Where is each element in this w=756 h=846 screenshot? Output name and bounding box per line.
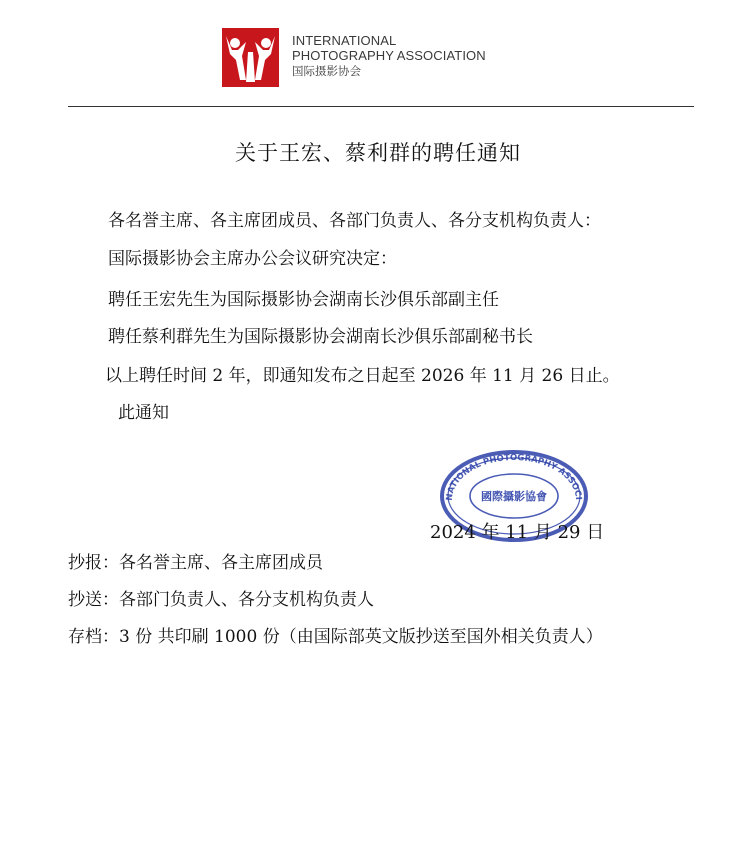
association-logo [222,28,279,87]
issue-date: 2024 年 11 月 29 日 [430,522,605,543]
term-of-appointment: 以上聘任时间 2 年，即通知发布之日起至 2026 年 11 月 26 日止。 [105,366,620,386]
logo-english-line-2: PHOTOGRAPHY ASSOCIATION [292,48,486,63]
copy-to-line: 抄送：各部门负责人、各分支机构负责人 [68,590,374,610]
logo-english-line-1: INTERNATIONAL [292,33,397,48]
header-divider [68,106,694,107]
salutation: 各名誉主席、各主席团成员、各部门负责人、各分支机构负责人： [108,211,601,231]
notice-title: 关于王宏、蔡利群的聘任通知 [235,141,521,165]
seal-center-text: 國際攝影協會 [481,490,547,503]
appointment-cai-liqun: 聘任蔡利群先生为国际摄影协会湖南长沙俱乐部副秘书长 [108,327,533,347]
decision-intro: 国际摄影协会主席办公会议研究决定： [108,249,397,269]
archive-line: 存档：3 份 共印刷 1000 份（由国际部英文版抄送至国外相关负责人） [68,627,603,647]
association-wordmark [292,33,486,79]
seal-arc-text: NATIONAL PHOTOGRAPHY ASSOCI [444,452,584,502]
closing-phrase: 此通知 [118,403,169,423]
report-to-line: 抄报：各名誉主席、各主席团成员 [68,553,323,573]
appointment-wang-hong: 聘任王宏先生为国际摄影协会湖南长沙俱乐部副主任 [108,290,499,310]
logo-chinese-name: 国际摄影协会 [292,64,361,78]
